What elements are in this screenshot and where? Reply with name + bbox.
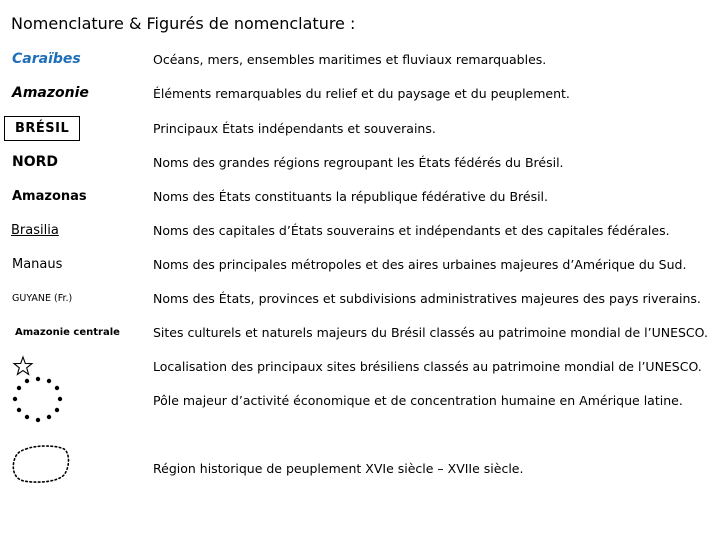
- legend-row-metropolis: [0, 247, 710, 281]
- sample-label-heritage: Amazonie centrale: [15, 326, 120, 338]
- legend-row-capital: [0, 213, 710, 247]
- sample-label-ocean: Caraïbes: [12, 51, 81, 67]
- legend-sample-neighbor: [12, 281, 72, 315]
- sample-label-region: NORD: [12, 154, 59, 170]
- legend-row-region: [0, 145, 710, 179]
- legend-sample-ocean: [12, 42, 81, 76]
- legend-sample-federal-state: [12, 179, 87, 213]
- legend-sample-capital: [12, 213, 59, 247]
- legend-sample-pole: [12, 375, 66, 425]
- legend-row-star: [0, 349, 710, 383]
- star-outline-icon: [12, 355, 34, 377]
- legend-description: Noms des capitales d’États souverains et indépendants et des capitales fédérales.: [153, 222, 670, 238]
- legend-row-federal-state: [0, 179, 710, 213]
- legend-sample-metropolis: [12, 247, 62, 281]
- legend-description: Océans, mers, ensembles maritimes et fluviaux remarquables.: [153, 51, 547, 67]
- dotted-circle-icon: [12, 375, 66, 425]
- legend-row-relief: [0, 76, 710, 110]
- legend-description: Pôle majeur d’activité économique et de concentration humaine en Amérique latine.: [153, 392, 683, 408]
- legend-sample-historic-region: [12, 441, 72, 489]
- sample-label-metropolis: Manaus: [12, 256, 63, 272]
- legend-description: Principaux États indépendants et souverains.: [153, 120, 436, 136]
- page-title: Nomenclature & Figurés de nomenclature :: [11, 14, 356, 33]
- legend-sample-heritage: [12, 315, 120, 349]
- sample-label-relief: Amazonie: [12, 85, 89, 101]
- legend-sample-relief: [12, 76, 89, 110]
- legend-sample-region: [12, 145, 58, 179]
- legend-description: Sites culturels et naturels majeurs du Brésil classés au patrimoine mondial de l’UNESCO.: [153, 324, 708, 340]
- sample-label-state: BRÉSIL: [4, 116, 80, 141]
- legend-description: Noms des États, provinces et subdivisions administratives majeures des pays riverains.: [153, 290, 701, 306]
- legend-row-historic-region: [0, 451, 710, 485]
- legend-description: Noms des principales métropoles et des aires urbaines majeures d’Amérique du Sud.: [153, 256, 687, 272]
- dotted-oval-icon: [12, 443, 72, 487]
- sample-label-federal-state: Amazonas: [12, 188, 87, 204]
- legend-row-ocean: [0, 42, 710, 76]
- legend-description: Noms des États constituants la république fédérative du Brésil.: [153, 188, 549, 204]
- legend-sample-state: [12, 111, 80, 145]
- legend-row-heritage: [0, 315, 710, 349]
- sample-label-neighbor: GUYANE (Fr.): [12, 292, 73, 304]
- legend-row-neighbor: [0, 281, 710, 315]
- legend-row-pole: [0, 383, 710, 417]
- sample-label-capital: Brasilia: [11, 222, 59, 238]
- legend-description: Région historique de peuplement XVIe siècle – XVIIe siècle.: [153, 460, 524, 476]
- legend-row-state: [0, 111, 710, 145]
- legend-description: Localisation des principaux sites brésiliens classés au patrimoine mondial de l’UNESCO.: [153, 358, 702, 374]
- legend-description: Éléments remarquables du relief et du paysage et du peuplement.: [153, 85, 570, 101]
- legend-description: Noms des grandes régions regroupant les États fédérés du Brésil.: [153, 154, 564, 170]
